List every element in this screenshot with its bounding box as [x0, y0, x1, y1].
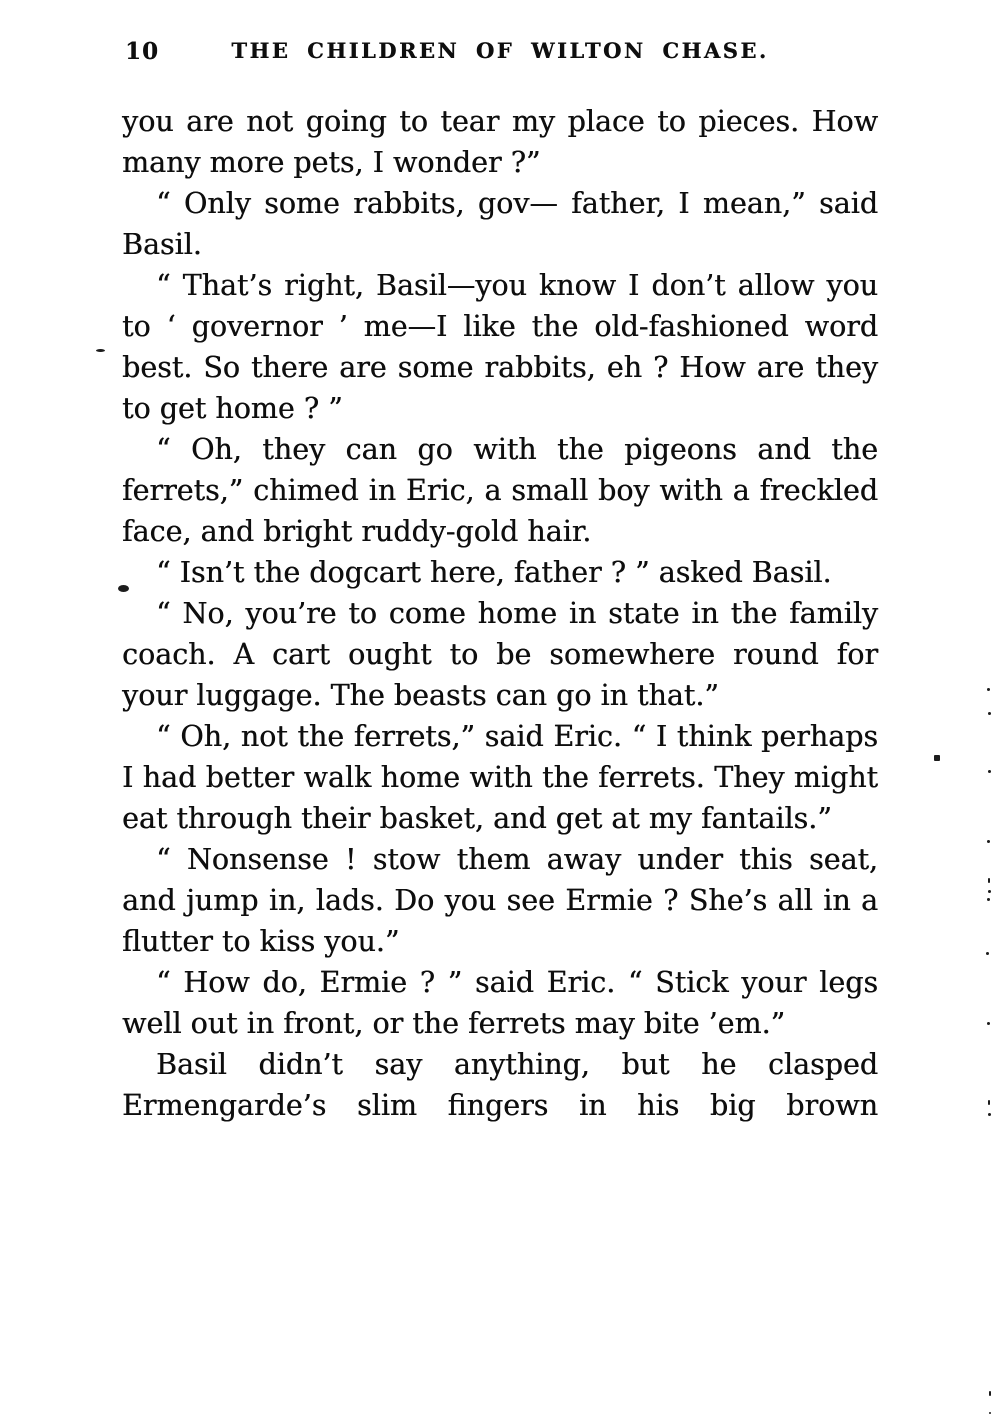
scan-speck: [988, 890, 991, 893]
scan-speck: [934, 755, 940, 761]
paragraph: “ Oh, not the ferrets,” said Eric. “ I think perhaps I had better walk home with the ferrets. They might eat through their basket, and get at my fantails.”: [122, 720, 878, 835]
scan-speck: [987, 898, 990, 901]
running-title: THE CHILDREN OF WILTON CHASE.: [231, 38, 769, 63]
scan-speck: [989, 1412, 991, 1414]
paragraph: “ Only some rabbits, gov— father, I mean,” said Basil.: [122, 187, 878, 261]
paragraph: Basil didn’t say anything, but he clasped Ermengarde’s slim fingers in his big brown: [122, 1048, 878, 1122]
scan-speck: [987, 1022, 990, 1025]
paragraph: “ How do, Ermie ? ” said Eric. “ Stick your legs well out in front, or the ferrets may bite ’em.”: [122, 966, 878, 1040]
scan-speck: [988, 1100, 990, 1105]
paragraph: you are not going to tear my place to pieces. How many more pets, I wonder ?”: [122, 105, 878, 179]
scan-speck: [987, 840, 990, 843]
paragraph: “ Oh, they can go with the pigeons and the ferrets,” chimed in Eric, a small boy with a freckled face, and bright ruddy-gold hair.: [122, 433, 878, 548]
page-header: [122, 38, 878, 68]
scan-speck: [988, 1113, 991, 1116]
page-number: 10: [125, 38, 160, 65]
paragraph: “ Nonsense ! stow them away under this seat, and jump in, lads. Do you see Ermie ? She’s all in a flutter to kiss you.”: [122, 843, 878, 958]
scan-speck: [988, 712, 991, 715]
scan-speck: [96, 349, 105, 352]
scan-speck: [118, 585, 129, 592]
scan-speck: [988, 770, 991, 773]
paragraph: “ No, you’re to come home in state in the family coach. A cart ought to be somewhere round for your luggage. The beasts can go in that.”: [122, 597, 878, 712]
text-block: [122, 101, 878, 1126]
scan-speck: [987, 688, 990, 691]
scan-speck: [986, 952, 989, 955]
paragraph: “ That’s right, Basil—you know I don’t allow you to ‘ governor ’ me—I like the old-fashioned word best. So there are some rabbits, eh ? How are they to get home ? ”: [122, 269, 878, 425]
scan-speck: [988, 878, 990, 883]
paragraph: “ Isn’t the dogcart here, father ? ” asked Basil.: [156, 556, 832, 589]
scan-speck: [989, 1391, 991, 1396]
